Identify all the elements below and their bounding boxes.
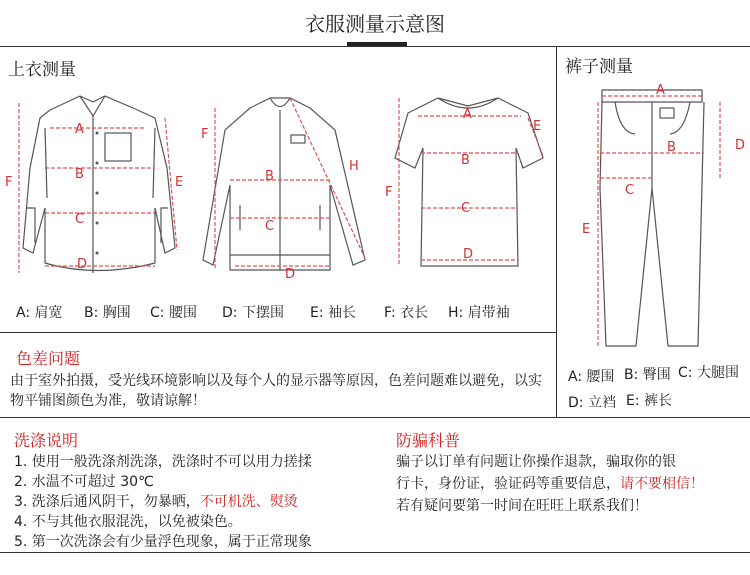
top-measure-heading: 上衣测量 [8, 60, 76, 80]
shirt-label-e: E [175, 175, 184, 190]
wash-item-1: 1. 使用一般洗涤剂洗涤，洗涤时不可以用力搓揉 [14, 454, 312, 470]
shirt-label-d: D [77, 257, 88, 272]
pants-label-a: A [656, 83, 665, 98]
top-divider [0, 46, 750, 47]
wash-item-5: 5. 第一次洗涤会有少量浮色现象，属于正常现象 [14, 534, 312, 550]
tshirt-label-d: D [463, 247, 474, 262]
legend-e: E: 袖长 [310, 305, 357, 321]
pants-label-b: B [667, 140, 676, 155]
jacket-diagram [195, 90, 375, 285]
wash-item-3 [14, 492, 298, 512]
tshirt-label-c: C [461, 201, 471, 216]
legend-b: B: 胸围 [84, 305, 131, 321]
jacket-label-b: B [265, 169, 274, 184]
tshirt-label-e: E [533, 119, 542, 134]
jacket-label-c: C [265, 219, 275, 234]
shirt-diagram [5, 88, 190, 283]
tshirt-label-f: F [385, 185, 393, 200]
pants-legend-d: D: 立裆 [568, 395, 616, 411]
tshirt-label-a: A [463, 107, 472, 122]
pants-measure-heading: 裤子测量 [565, 57, 633, 77]
tshirt-label-b: B [461, 153, 470, 168]
fraud-line-2-text: 行卡，身份证，验证码等重要信息， [396, 476, 620, 492]
fraud-line-2-warning: 请不要相信！ [620, 476, 704, 492]
color-diff-text: 由于室外拍摄，受光线环境影响以及每个人的显示器等原因，色差问题难以避免，以实物平铺图颜色为准，敬请谅解！ [10, 373, 542, 409]
pants-legend-e: E: 裤长 [626, 393, 673, 409]
bottom-divider [0, 417, 750, 418]
shirt-label-a: A [75, 122, 84, 137]
footer-divider [0, 552, 750, 553]
page-title: 衣服测量示意图 [305, 12, 445, 36]
pants-legend-b: B: 臀围 [624, 367, 671, 383]
pants-label-d: D [735, 138, 746, 153]
wash-item-4: 4. 不与其他衣服混洗，以免被染色。 [14, 514, 242, 530]
wash-item-2: 2. 水温不可超过 30℃ [14, 474, 154, 490]
pants-divider [556, 46, 557, 418]
fraud-line-1: 骗子以订单有问题让你操作退款，骗取你的银 [396, 454, 676, 470]
wash-heading: 洗涤说明 [14, 431, 79, 450]
legend-h: H: 肩带袖 [448, 305, 510, 321]
shirt-label-f: F [5, 175, 13, 190]
color-diff-heading: 色差问题 [16, 349, 81, 368]
legend-a: A: 肩宽 [16, 305, 63, 321]
wash-item-3-warning: 不可机洗、熨烫 [199, 494, 298, 510]
shirt-label-b: B [75, 167, 84, 182]
color-divider [0, 332, 556, 333]
legend-d: D: 下摆围 [222, 305, 284, 321]
pants-diagram [570, 78, 748, 353]
fraud-line-2 [396, 474, 704, 494]
shirt-label-c: C [75, 212, 85, 227]
jacket-label-d: D [285, 267, 296, 282]
legend-c: C: 腰围 [150, 305, 197, 321]
fraud-line-3: 若有疑问要第一时间在旺旺上联系我们！ [396, 498, 648, 514]
jacket-label-h: H [349, 159, 359, 174]
jacket-label-f: F [201, 127, 209, 142]
tshirt-diagram [383, 88, 553, 283]
pants-legend-c: C: 大腿围 [678, 365, 739, 381]
pants-label-c: C [625, 183, 635, 198]
pants-label-e: E [582, 222, 591, 237]
wash-item-3-text: 3. 洗涤后通风阴干，勿暴晒， [14, 494, 200, 510]
legend-f: F: 衣长 [384, 305, 429, 321]
pants-legend-a: A: 腰围 [568, 369, 615, 385]
fraud-heading: 防骗科普 [396, 431, 461, 450]
